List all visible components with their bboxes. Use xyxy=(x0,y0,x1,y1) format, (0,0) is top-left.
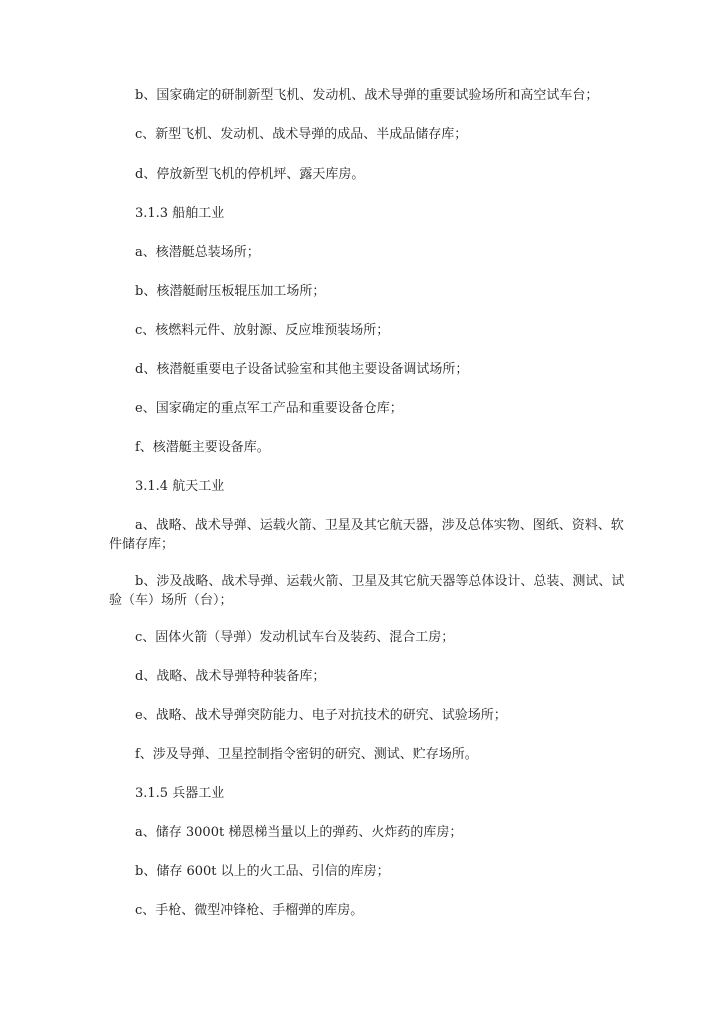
item-a-aerospace-line2: 件储存库； xyxy=(109,537,175,552)
section-heading-shipbuilding: 3.1.3 船舶工业 xyxy=(135,206,225,221)
item-f-ship-equipment: f、核潜艇主要设备库。 xyxy=(135,440,270,455)
item-b-ordnance-pyrotechnics: b、储存 600t 以上的火工品、引信的库房； xyxy=(135,864,390,879)
item-c-aerospace-engine: c、固体火箭（导弹）发动机试车台及装药、混合工房； xyxy=(135,630,455,645)
item-c-ship-nuclear-fuel: c、核燃料元件、放射源、反应堆预装场所； xyxy=(135,323,390,338)
section-heading-aerospace: 3.1.4 航天工业 xyxy=(135,479,225,494)
item-f-aerospace-keys: f、涉及导弹、卫星控制指令密钥的研究、测试、贮存场所。 xyxy=(135,747,478,762)
item-a-aerospace-line1: a、战略、战术导弹、运载火箭、卫星及其它航天器，涉及总体实物、图纸、资料、软 xyxy=(135,518,624,533)
item-d-aviation-apron: d、停放新型飞机的停机坪、露天库房。 xyxy=(135,167,365,182)
item-b-ship-rolling: b、核潜艇耐压板辊压加工场所； xyxy=(135,284,326,299)
item-b-aerospace-line1: b、涉及战略、战术导弹、运载火箭、卫星及其它航天器等总体设计、总装、测试、试 xyxy=(135,574,625,589)
item-a-ordnance-explosives: a、储存 3000t 梯恩梯当量以上的弹药、火炸药的库房； xyxy=(135,825,463,840)
item-d-aerospace-equipment: d、战略、战术导弹特种装备库； xyxy=(135,669,326,684)
item-c-aviation-storage: c、新型飞机、发动机、战术导弹的成品、半成品储存库； xyxy=(135,127,468,142)
item-c-ordnance-small-arms: c、手枪、微型冲锋枪、手榴弹的库房。 xyxy=(135,903,364,918)
item-b-aerospace-line2: 验（车）场所（台）； xyxy=(109,593,233,608)
item-a-ship-assembly: a、核潜艇总装场所； xyxy=(135,245,260,260)
item-b-aviation-test-sites: b、国家确定的研制新型飞机、发动机、战术导弹的重要试验场所和高空试车台； xyxy=(135,88,599,103)
item-e-ship-warehouse: e、国家确定的重点军工产品和重要设备仓库； xyxy=(135,401,403,416)
section-heading-ordnance: 3.1.5 兵器工业 xyxy=(135,786,225,801)
item-e-aerospace-research: e、战略、战术导弹突防能力、电子对抗技术的研究、试验场所； xyxy=(135,708,507,723)
item-d-ship-electronics: d、核潜艇重要电子设备试验室和其他主要设备调试场所； xyxy=(135,362,469,377)
